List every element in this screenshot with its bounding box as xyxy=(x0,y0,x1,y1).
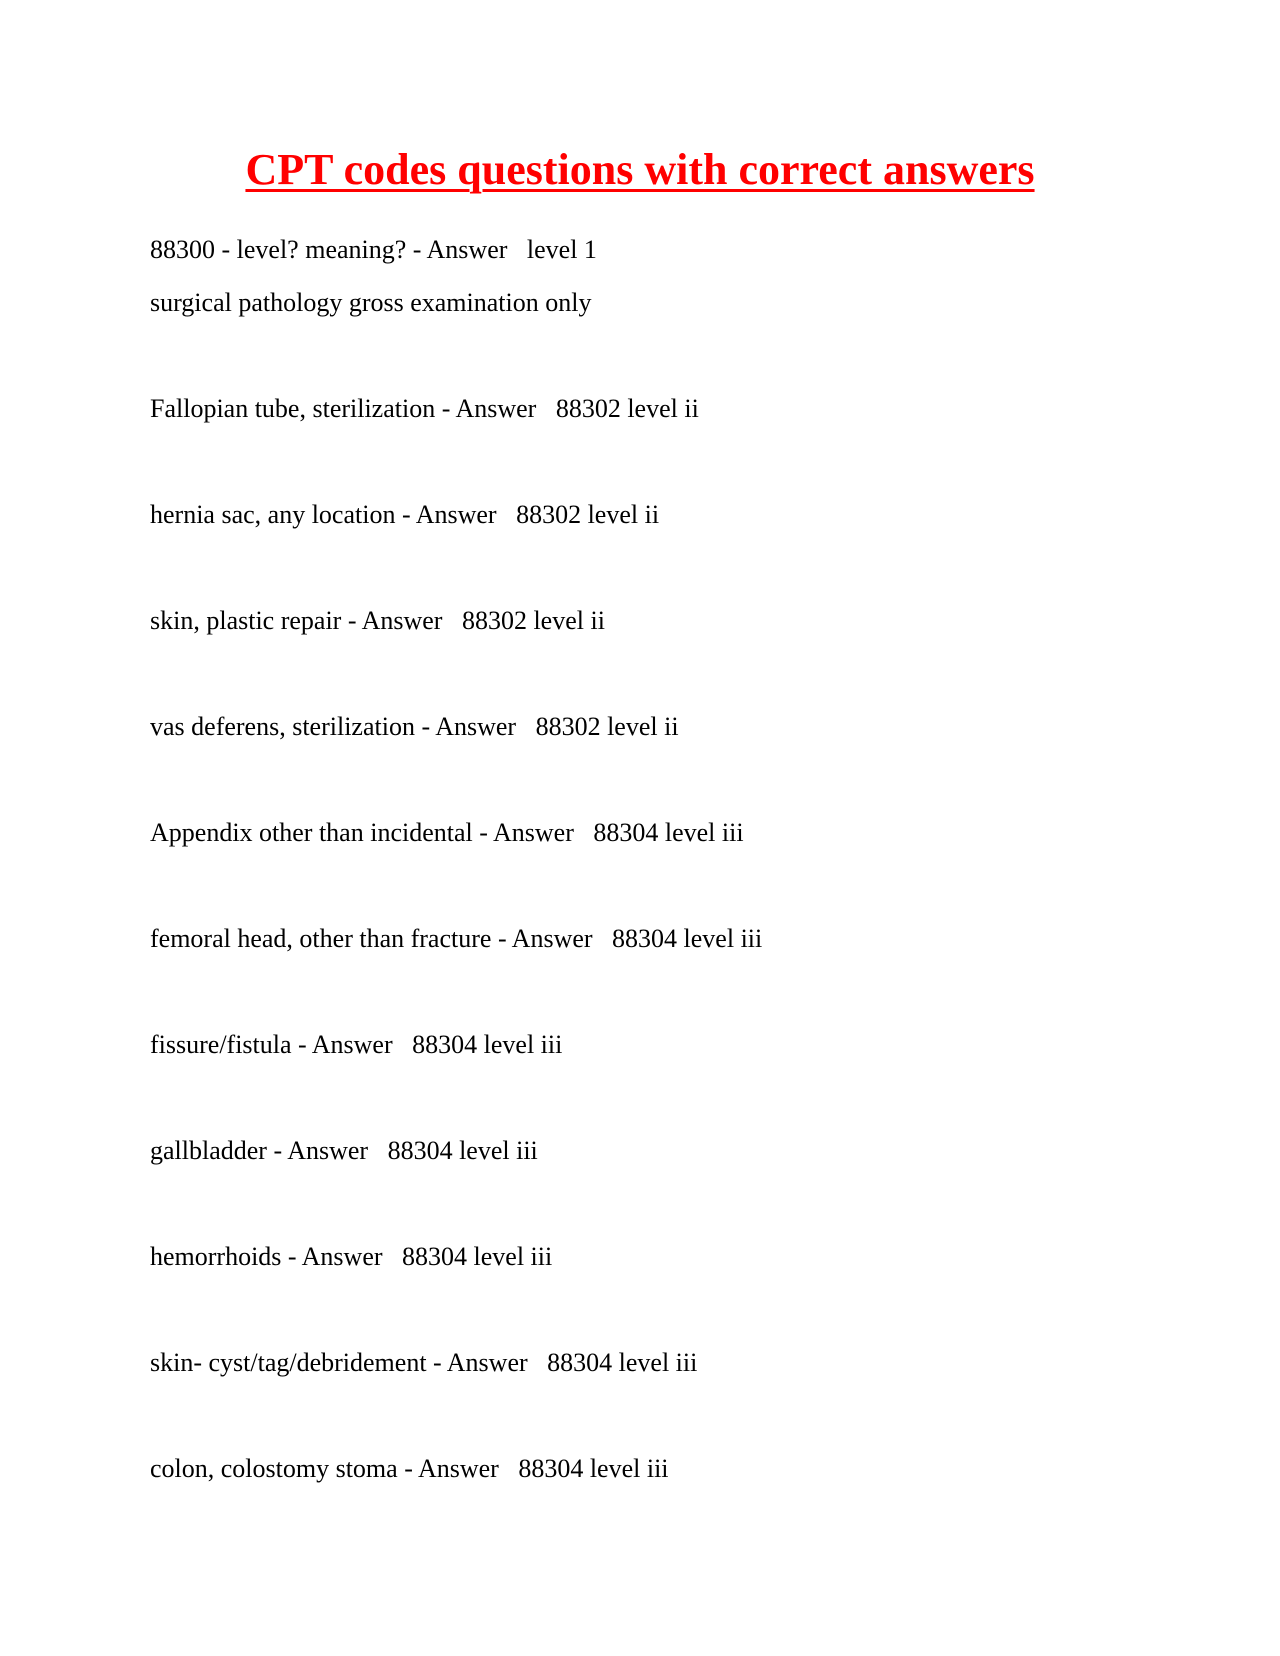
answer-text: 88304 level iii xyxy=(593,818,744,847)
qa-entry-vas-deferens: vas deferens, sterilization - Answer 88302 level ii xyxy=(150,712,679,741)
qa-entry-skin-cyst: skin- cyst/tag/debridement - Answer 88304 level iii xyxy=(150,1348,698,1377)
answer-label: Answer xyxy=(415,500,497,529)
question-text: femoral head, other than fracture xyxy=(150,924,492,953)
answer-label: Answer xyxy=(455,394,537,423)
qa-entry-gallbladder: gallbladder - Answer 88304 level iii xyxy=(150,1136,538,1165)
question-text: Appendix other than incidental xyxy=(150,818,473,847)
question-text: fissure/fistula xyxy=(150,1030,292,1059)
blank-line xyxy=(150,541,1210,594)
answer-text: level 1 xyxy=(526,235,597,264)
answer-text: 88304 level iii xyxy=(402,1242,553,1271)
answer-label: Answer xyxy=(492,818,574,847)
blank-line xyxy=(150,1389,1210,1442)
question-text: skin, plastic repair xyxy=(150,606,342,635)
answer-label: Answer xyxy=(417,1454,499,1483)
qa-entry-femoral-head: femoral head, other than fracture - Answer 88304 level iii xyxy=(150,924,763,953)
answer-text: 88302 level ii xyxy=(535,712,679,741)
answer-text: 88304 level iii xyxy=(387,1136,538,1165)
answer-label: Answer xyxy=(435,712,517,741)
question-text: Fallopian tube, sterilization xyxy=(150,394,436,423)
blank-line xyxy=(150,1071,1210,1124)
blank-line xyxy=(150,647,1210,700)
answer-label: Answer xyxy=(361,606,443,635)
question-text: colon, colostomy stoma xyxy=(150,1454,398,1483)
blank-line xyxy=(150,1177,1210,1230)
qa-entry-appendix: Appendix other than incidental - Answer 88304 level iii xyxy=(150,818,744,847)
answer-text: 88302 level ii xyxy=(461,606,605,635)
blank-line xyxy=(150,1283,1210,1336)
answer-label: Answer xyxy=(301,1242,383,1271)
answer-text: 88304 level iii xyxy=(412,1030,563,1059)
answer-text: 88304 level iii xyxy=(518,1454,669,1483)
blank-line xyxy=(150,329,1210,382)
question-text: hernia sac, any location xyxy=(150,500,396,529)
qa-entry-colon-stoma: colon, colostomy stoma - Answer 88304 level iii xyxy=(150,1454,669,1483)
blank-line xyxy=(150,965,1210,1018)
question-text: hemorrhoids xyxy=(150,1242,282,1271)
blank-line xyxy=(150,753,1210,806)
blank-line xyxy=(150,435,1210,488)
qa-entry-detail: surgical pathology gross examination only xyxy=(150,288,592,317)
qa-entry-fallopian-tube: Fallopian tube, sterilization - Answer 88302 level ii xyxy=(150,394,699,423)
answer-text: 88304 level iii xyxy=(612,924,763,953)
document-title: CPT codes questions with correct answers xyxy=(245,145,1035,194)
qa-entry-hernia-sac: hernia sac, any location - Answer 88302 level ii xyxy=(150,500,660,529)
answer-label: Answer xyxy=(446,1348,528,1377)
answer-text: 88302 level ii xyxy=(516,500,660,529)
answer-label: Answer xyxy=(311,1030,393,1059)
question-text: vas deferens, sterilization xyxy=(150,712,415,741)
qa-list xyxy=(150,223,1210,1495)
question-text: skin- cyst/tag/debridement xyxy=(150,1348,427,1377)
answer-label: Answer xyxy=(287,1136,369,1165)
answer-label: Answer xyxy=(426,235,508,264)
qa-entry-skin-plastic-repair: skin, plastic repair - Answer 88302 level ii xyxy=(150,606,605,635)
question-text: gallbladder xyxy=(150,1136,267,1165)
answer-text: 88302 level ii xyxy=(555,394,699,423)
qa-entry-fissure-fistula: fissure/fistula - Answer 88304 level iii xyxy=(150,1030,563,1059)
answer-text: 88304 level iii xyxy=(547,1348,698,1377)
answer-label: Answer xyxy=(511,924,593,953)
question-text: 88300 - level? meaning? xyxy=(150,235,407,264)
qa-entry-hemorrhoids: hemorrhoids - Answer 88304 level iii xyxy=(150,1242,553,1271)
qa-entry-88300: 88300 - level? meaning? - Answer level 1 xyxy=(150,235,597,264)
blank-line xyxy=(150,859,1210,912)
